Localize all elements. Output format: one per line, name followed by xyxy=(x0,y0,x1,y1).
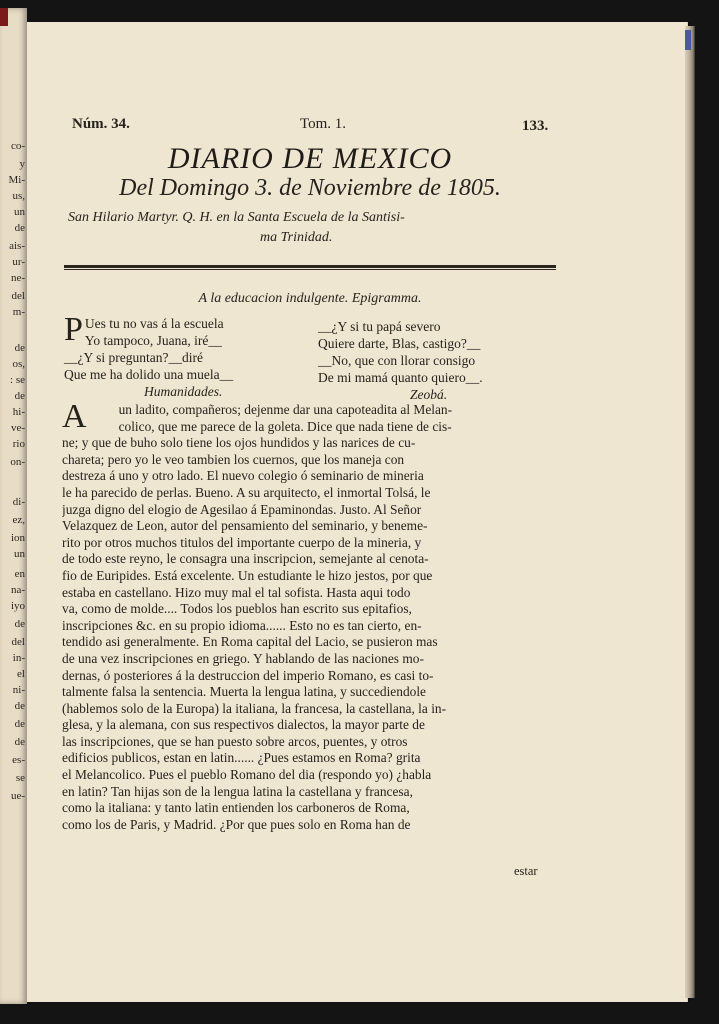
article-line: talmente falsa la sentencia. Muerta la lengua latina, y succediendole xyxy=(62,684,426,700)
left-page-fragment: ion xyxy=(10,532,25,544)
left-page-fragment: de xyxy=(14,222,25,234)
left-page-fragment: ne- xyxy=(10,272,25,284)
article-line: las inscripciones, que se han puesto sobre arcos, puentes, y otros xyxy=(62,733,408,749)
left-page-fragment: in- xyxy=(12,652,25,664)
left-page-fragment: se xyxy=(15,772,25,784)
page-header xyxy=(72,116,549,138)
saint-line-2: ma Trinidad. xyxy=(260,230,333,245)
article-line: como los de Paris, y Madrid. ¿Por que pues solo en Roma han de xyxy=(62,816,411,832)
left-page-fragment: ni- xyxy=(12,684,25,696)
date-line: Del Domingo 3. de Noviembre de 1805. xyxy=(119,175,501,201)
left-page-fragment: ais- xyxy=(9,240,25,252)
left-page-fragment: : se xyxy=(10,374,25,386)
article-line: tendido asi generalmente. En Roma capital del Lacio, se pusieron mas xyxy=(62,634,438,650)
article-line: va, como de molde.... Todos los pueblos han escrito sus epitafios, xyxy=(62,601,412,617)
article-dropcap: A xyxy=(62,398,87,435)
left-page-fragment: de xyxy=(14,700,25,712)
left-page-fragment: del xyxy=(11,636,25,648)
poem-line: __¿Y si tu papá severo xyxy=(318,319,441,334)
article-line: inscripciones &c. en su propio idioma...... Esto no es tan cierto, en- xyxy=(62,617,422,633)
article-line: de una vez inscripciones en griego. Y hablando de las naciones mo- xyxy=(62,650,424,666)
article-line: en latin? Tan hijas son de la lengua latina la castellana y francesa, xyxy=(62,783,413,799)
article-line: fio de Euripides. Está excelente. Un estudiante le hizo jestos, por que xyxy=(62,567,433,583)
left-page-fragment: del xyxy=(11,290,25,302)
left-page-fragment: de xyxy=(14,618,25,630)
left-page-fragment: iyo xyxy=(10,600,25,612)
left-page-fragment: rio xyxy=(12,438,25,450)
poem-line: Ues tu no vas á la escuela xyxy=(84,316,224,331)
article-line: dernas, ó posteriores á la destruccion del imperio Romano, es casi to- xyxy=(62,667,434,683)
left-page-fragment: de xyxy=(14,736,25,748)
article-line: de todo este reyno, le consagra una inscripcion, semejante al cenota- xyxy=(62,551,429,567)
left-page-fragment: de xyxy=(14,390,25,402)
left-page-fragment: un xyxy=(14,206,25,218)
section-title: A la educacion indulgente. Epigramma. xyxy=(198,291,422,306)
catchword: estar xyxy=(514,864,538,878)
article-line: colico, que me parece de la goleta. Dice que nada tiene de cis- xyxy=(118,418,452,434)
left-page-fragment: os, xyxy=(12,358,25,370)
left-page-fragment: ve- xyxy=(10,422,25,434)
article-line: destreza á uno y otro lado. El nuevo colegio ó seminario de mineria xyxy=(62,468,424,484)
left-page-fragment: m- xyxy=(12,306,25,318)
left-page-fragment: hi- xyxy=(12,406,25,418)
left-page-fragment: el xyxy=(17,668,25,680)
page-stack-edge xyxy=(685,26,695,998)
article-line: juzga digno del elogio de Agesilao á Epaminondas. Justo. Al Señor xyxy=(62,501,422,517)
bookmark-tab xyxy=(685,30,691,50)
poem-signature: Humanidades. xyxy=(144,384,223,399)
poem-right xyxy=(318,318,563,403)
left-page-edge xyxy=(0,8,27,1004)
article-line: glesa, y la alemana, con sus respectivos dialectos, la mayor parte de xyxy=(62,717,425,733)
article-line: estaba en castellano. Hizo muy mal el tal sofista. Hasta aqui todo xyxy=(62,584,411,600)
article-line: le ha parecido de perlas. Bueno. A su arquitecto, el inmortal Tolsá, le xyxy=(62,484,431,500)
poem-left xyxy=(64,311,314,400)
left-page-fragment: on- xyxy=(10,456,25,468)
tome-number: Tom. 1. xyxy=(300,116,347,132)
article-body xyxy=(62,398,556,833)
article-line: rito por otros muchos titulos del importante cuerpo de la mineria, y xyxy=(62,534,422,550)
left-page-fragment: de xyxy=(14,342,25,354)
poem-line: __No, que con llorar consigo xyxy=(318,353,476,368)
poem-line: De mi mamá quanto quiero__. xyxy=(318,370,483,385)
left-page-fragment: Mi- xyxy=(8,174,25,186)
article-line: como la italiana: y tanto latin entienden los carboneros de Roma, xyxy=(62,800,410,816)
left-page-fragment: di- xyxy=(12,496,25,508)
poem-line: Quiere darte, Blas, castigo?__ xyxy=(318,336,481,351)
red-ribbon-mark xyxy=(0,8,8,26)
article-line: un ladito, compañeros; dejenme dar una capoteadita al Melan- xyxy=(118,402,453,417)
left-page-fragment: ur- xyxy=(12,256,25,268)
poem-signature: Zeobá. xyxy=(410,387,448,402)
left-page-fragment: y xyxy=(19,158,25,170)
left-page-fragment: es- xyxy=(12,754,25,766)
article-line: Velazquez de Leon, autor del pensamiento del seminario, y beneme- xyxy=(62,518,428,534)
saint-of-day xyxy=(68,208,558,248)
saint-line-1: San Hilario Martyr. Q. H. en la Santa Escuela de la Santisi- xyxy=(68,210,405,225)
left-page-fragment: en xyxy=(14,568,25,580)
left-page-fragment: co- xyxy=(10,140,25,152)
poem-line: Que me ha dolido una muela__ xyxy=(64,367,234,382)
article-line: el Melancolico. Pues el pueblo Romano del dia (respondo yo) ¿habla xyxy=(62,767,432,783)
newspaper-title: DIARIO DE MEXICO xyxy=(167,142,453,175)
poem-dropcap: P xyxy=(64,311,83,348)
article-line: ne; y que de buho solo tiene los ojos hundidos y las narices de cu- xyxy=(62,435,416,451)
left-page-fragment: ue- xyxy=(10,790,25,802)
poem-line: Yo tampoco, Juana, iré__ xyxy=(84,333,222,348)
left-page-fragment: na- xyxy=(10,584,25,596)
poem-line: __¿Y si preguntan?__diré xyxy=(64,350,203,365)
left-page-fragment: un xyxy=(14,548,25,560)
issue-number: Núm. 34. xyxy=(72,116,130,132)
left-page-fragment: ez, xyxy=(12,514,25,526)
article-line: edificios publicos, estan en latin...... ¿Pues estamos en Roma? grita xyxy=(62,750,421,766)
article-line: (hablemos solo de la Europa) la italiana, la francesa, la castellana, la in- xyxy=(62,700,447,716)
header-rule xyxy=(64,265,556,270)
page-number: 133. xyxy=(522,118,549,134)
left-page-fragment: us, xyxy=(12,190,25,202)
left-page-fragment: de xyxy=(14,718,25,730)
article-line: chareta; pero yo le veo tambien los cuernos, que los maneja con xyxy=(62,451,405,467)
